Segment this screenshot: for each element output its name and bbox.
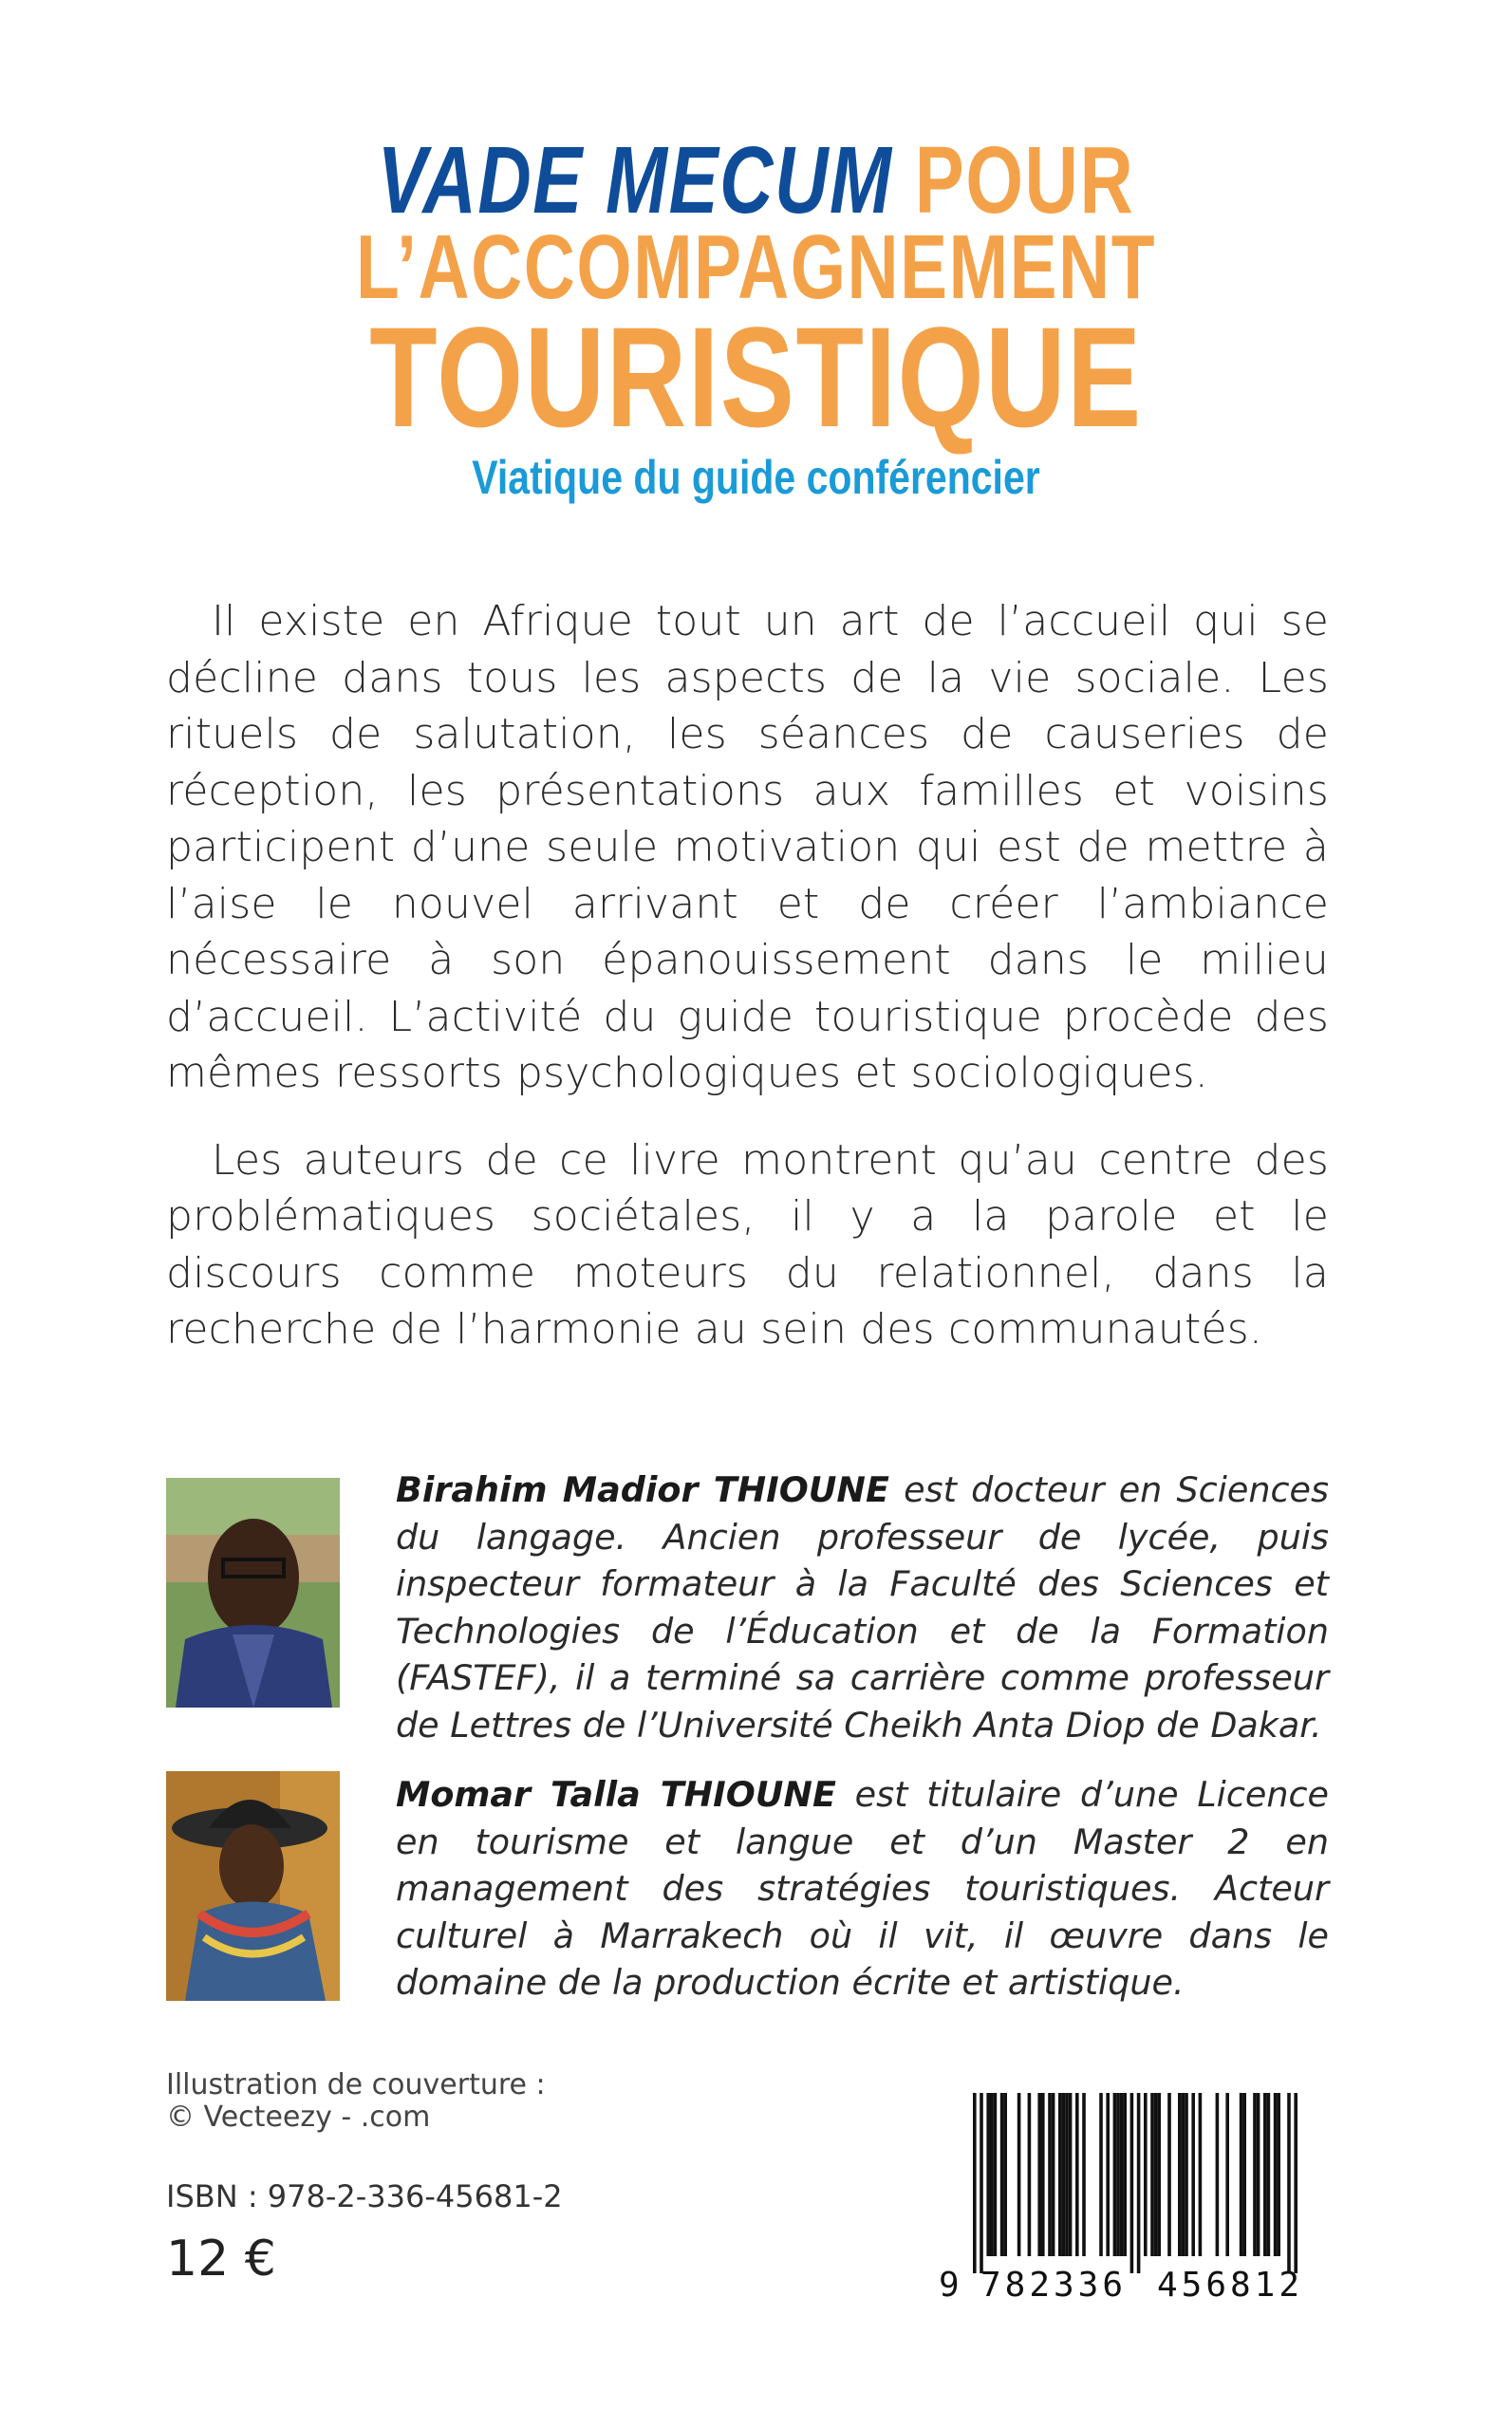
barcode-bar [1052,2093,1055,2256]
barcode-bar [1137,2093,1141,2273]
barcode-bar [1116,2093,1120,2256]
barcode-bar [1037,2093,1041,2256]
barcode-bar [1048,2093,1052,2256]
author-bio [396,1466,1329,1748]
barcode-bar [1225,2093,1229,2256]
barcode-bar [1253,2093,1257,2256]
title-vade-mecum: VADE MECUM [377,127,893,233]
barcode-bar [1041,2093,1045,2256]
book-title [0,127,1512,505]
barcode-bar [986,2093,990,2256]
barcode-bar [1150,2093,1154,2256]
author-photo [166,1478,340,1708]
title-pour: POUR [914,127,1135,233]
barcode-bar [1130,2093,1134,2273]
barcode-bar [1017,2093,1021,2256]
blurb-paragraph: Les auteurs de ce livre montrent qu’au centre des problématiques sociétales, il y a la parole et le discours comme moteurs du relationnel, dans la recherche de l’harmonie au sein des communautés. [166,1135,1329,1354]
credits-line: © Vecteezy - .com [166,2101,431,2134]
author-photo [166,1771,340,2001]
barcode [935,2093,1334,2302]
barcode-bar [1113,2093,1117,2256]
barcode-bar [1120,2093,1124,2256]
title-line-1 [166,127,1346,233]
barcode-bar [1216,2093,1220,2256]
barcode-bar [973,2093,977,2273]
barcode-bar [1185,2093,1188,2256]
barcode-bar [1182,2093,1185,2256]
barcode-bar [1099,2093,1103,2256]
author-bio-text: est docteur en Sciences du langage. Ancien professeur de lycée, puis inspecteur formateur à la Faculté des Sciences et Technologies de l’Éducation et de la Formation (FASTEF), il a terminé sa carrière comme professeur de Lettres de l’Université Cheikh Anta Diop de Dakar. [396,1469,1330,1746]
cover-credits [166,2069,546,2134]
author-name: Momar Talla THIOUNE [396,1774,836,1815]
credits-line: Illustration de couverture : [166,2068,546,2101]
barcode-bar [1199,2093,1203,2256]
author-bio [396,1771,1329,2007]
barcode-bar [980,2093,983,2273]
barcode-bar [1178,2093,1182,2256]
barcode-bar [1082,2093,1086,2256]
author-name: Birahim Madior THIOUNE [396,1469,889,1510]
barcode-bar [1157,2093,1161,2256]
barcode-bar [1144,2093,1148,2256]
barcode-bar [1274,2093,1278,2256]
barcode-bar [1003,2093,1007,2256]
back-cover-blurb [166,593,1329,1358]
isbn: ISBN : 978-2-336-45681-2 [166,2178,563,2214]
barcode-bar [1277,2093,1280,2256]
barcode-bar [1075,2093,1079,2256]
barcode-bar [1240,2093,1243,2256]
barcode-bar [1069,2093,1073,2256]
barcode-bar [1242,2093,1246,2256]
barcode-first-digit: 9 [939,2266,960,2302]
barcode-bar [1257,2093,1260,2256]
barcode-digits-left: 782336 [980,2266,1123,2302]
barcode-bar [1263,2093,1267,2256]
blurb-paragraph: Il existe en Afrique tout un art de l’accueil qui se décline dans tous les aspects de la vie sociale. Les rituels de salutation, les séances de causeries de réception, les présentations aux familles et voisins participent d’une seule motivation qui est de mettre à l’aise le nouvel arrivant et de créer l’ambiance nécessaire à son épanouissement dans le milieu d’accueil. L’activité du guide touristique procède des mêmes ressorts psychologiques et sociologiques. [166,597,1329,1097]
title-line-2: L’ACCOMPAGNEMENT [355,216,1157,318]
barcode-bar [1028,2093,1032,2256]
barcode-bar [1123,2093,1127,2256]
barcode-bar [1191,2093,1195,2256]
barcode-bar [1106,2093,1110,2256]
barcode-bar [1267,2093,1271,2256]
barcode-bar [1058,2093,1062,2256]
barcode-bar [990,2093,994,2256]
barcode-bar [1294,2093,1297,2273]
author-bio-text: est titulaire d’une Licence en tourisme et langue et d’un Master 2 en management des stratégies touristiques. Acteur culturel à Marrakech où il vit, il œuvre dans le domaine de la production écrite et artistique. [396,1774,1330,2003]
barcode-bar [1000,2093,1004,2256]
title-line-3: TOURISTIQUE [369,297,1143,457]
barcode-bar [1287,2093,1291,2273]
barcode-bar [994,2093,998,2256]
barcode-bar [1065,2093,1069,2256]
barcode-bar [1167,2093,1171,2256]
price: 12 € [166,2231,276,2288]
barcode-bar [1154,2093,1158,2256]
barcode-digits-right: 456812 [1157,2266,1299,2302]
barcode-bar [1062,2093,1066,2256]
book-subtitle: Viatique du guide conférencier [472,451,1040,504]
